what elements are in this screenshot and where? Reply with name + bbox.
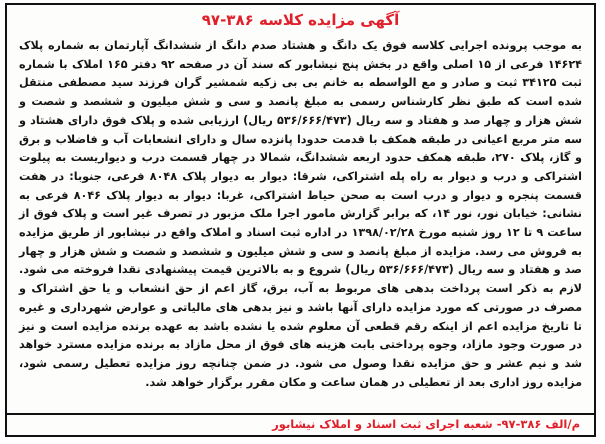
notice-title: آگهی مزایده کلاسه ۳۸۶-۹۷ bbox=[201, 11, 400, 29]
notice-body-text: به موجب پرونده اجرایی کلاسه فوق یک دانگ و هشتاد صدم دانگ از ششدانگ آپارتمان به شماره پلاک ۱۴۶۲۴ فرعی از ۱۵ اصلی واقع در بخش پنج نیشابور که سند آن در صفحه ۹۲ دفتر ۱۶۵ املاک با شماره ثبت ۳۴۱۲۵ ثبت و صادر و مع الواسطه به خانم بی بی زکیه شمشیر گران فرزند سید مصطفی منتقل شده است که طبق نظر کارشناس رسمی به مبلغ پانصد و سی و شش میلیون و ششصد و شصت و شش هزار و چهار صد و هفتاد و سه ریال (۵۳۶/۶۶۶/۴۷۳ ریال) ارزیابی شده و پلاک فوق دارای هشتاد و سه متر مربع اعیانی در طبقه همکف با قدمت حدودا پانزده سال و دارای انشعابات آب و فاضلاب و برق و گاز، پلاک ۲۷۰، طبقه همکف حدود اربعه ششدانگ، شمالا در چهار قسمت درب و دیواریست به پیلوت اشتراکی و درب و دیوار به راه پله اشتراکی، شرقا: دیوار به دیوار پلاک ۸۰۴۸ فرعی، جنوبا: در هفت قسمت پنجره و دیوار و درب است به صحن حیاط اشتراکی، غربا: دیوار به دیوار پلاک ۸۰۴۶ فرعی به نشانی: خیابان نور، نور ۱۴، که برابر گزارش مامور اجرا ملک مزبور در تصرف غیر است و پلاک فوق از ساعت ۹ تا ۱۲ روز شنبه مورخ ۱۳۹۸/۰۲/۲۸ در اداره ثبت اسناد و املاک واقع در نیشابور از طریق مزایده به فروش می رسد. مزایده از مبلغ پانصد و سی و شش میلیون و ششصد و شصت و شش هزار و چهار صد و هفتاد و سه ریال (۵۳۶/۶۶۶/۴۷۳ ریال) شروع و به بالاترین قیمت پیشنهادی نقدا فروخته می شود. لازم به ذکر است پرداخت بدهی های مربوط به آب، برق، گاز اعم از حق انشعاب و یا حق اشتراک و مصرف در صورتی که مورد مزایده دارای آنها باشد و نیز بدهی های مالیاتی و عوارض شهرداری و غیره تا تاریخ مزایده اعم از اینکه رقم قطعی آن معلوم شده یا نشده باشد به عهده برنده مزایده است و نیز در صورت وجود مازاد، وجوه پرداختی بابت هزینه های فوق از محل مازاد به برنده مزایده مسترد خواهد شد و نیم عشر و حق مزایده نقدا وصول می شود. در ضمن چنانچه روز مزایده تعطیل رسمی شود، مزایده روز اداری بعد از تعطیلی در همان ساعت و مکان مقرر برگزار خواهد شد. bbox=[19, 39, 583, 389]
notice-footer: م/الف ۳۸۶-۹۷- شعبه اجرای ثبت اسناد و املاک نیشابور bbox=[7, 413, 594, 435]
notice-body bbox=[19, 37, 582, 392]
auction-notice bbox=[5, 3, 596, 437]
